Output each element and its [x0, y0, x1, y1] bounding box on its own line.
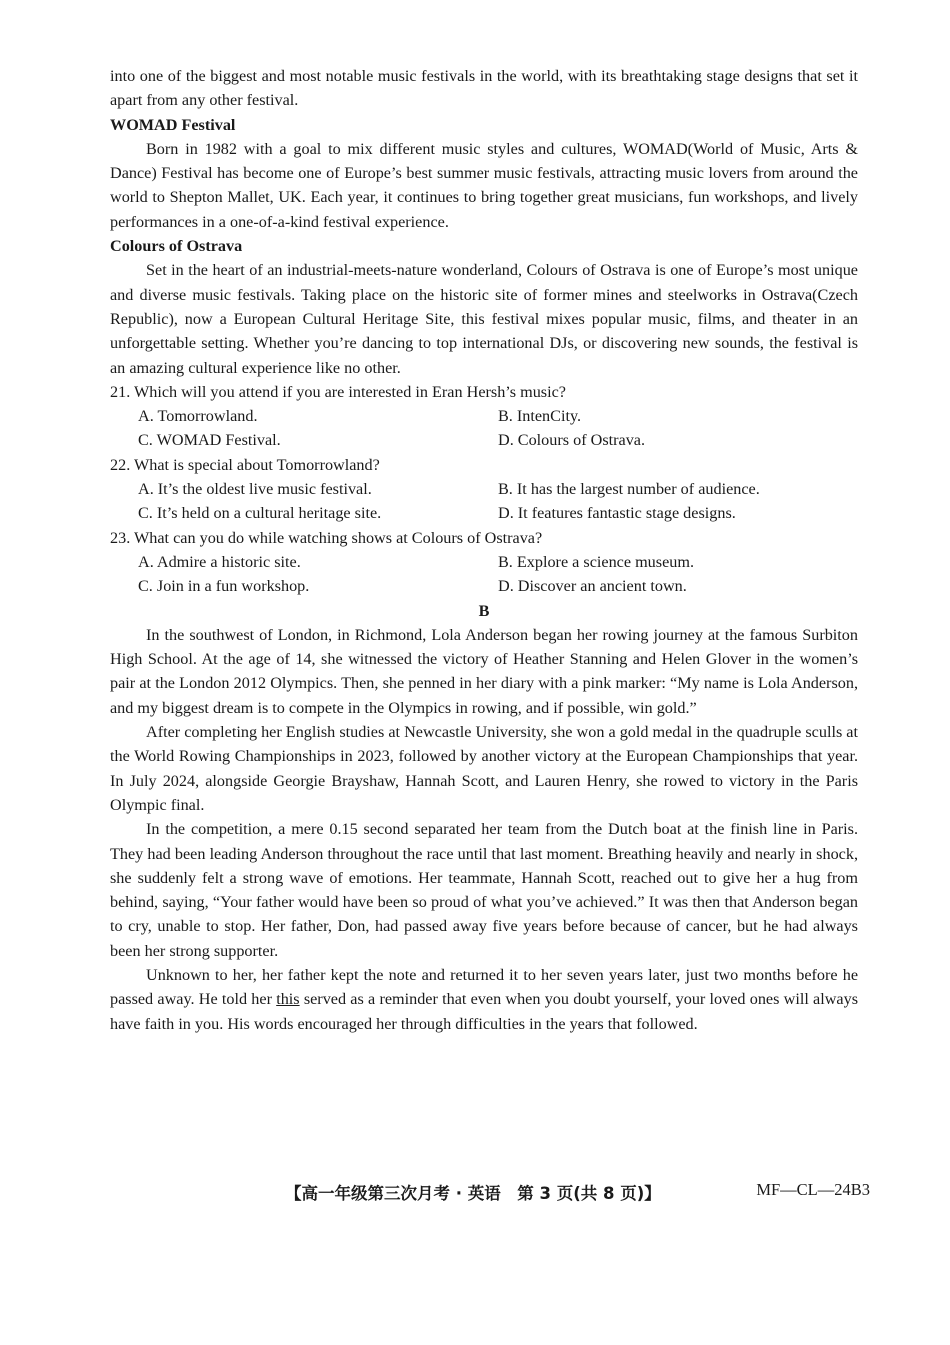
question-21-option-a: A. Tomorrowland. — [138, 407, 258, 426]
question-22-options — [110, 477, 858, 526]
passage-b-paragraph-2: After completing her English studies at Newcastle University, she won a gold medal in the quadruple sculls at the World Rowing Championships in 2023, followed by another victory at the European Championships that year. In July 2024, alongside Georgie Brayshaw, Hannah Scott, and Lauren Henry, she rowed to victory in the Paris Olympic final. — [110, 723, 858, 814]
underlined-word-this: this — [276, 990, 300, 1009]
page-content — [110, 64, 858, 1036]
question-23-options — [110, 550, 858, 599]
ostrava-heading: Colours of Ostrava — [110, 237, 243, 256]
section-b-label: B — [478, 601, 490, 620]
question-21-stem: 21. Which will you attend if you are interested in Eran Hersh’s music? — [110, 382, 566, 401]
question-23-option-b: B. Explore a science museum. — [498, 552, 694, 571]
question-21-option-d: D. Colours of Ostrava. — [498, 431, 646, 450]
question-21-options — [110, 404, 858, 453]
womad-paragraph: Born in 1982 with a goal to mix different music styles and cultures, WOMAD(World of Music, Arts & Dance) Festival has become one of Europe’s best summer music festivals, attracting music lovers from around the world to Shepton Mallet, UK. Each year, it continues to bring together great musicians, fun workshops, and lively performances in a one-of-a-kind festival experience. — [110, 139, 858, 231]
question-23-option-d: D. Discover an ancient town. — [498, 577, 687, 596]
paragraph-4-text-start: Unknown to her, her father kept the note and returned it to her seven years later, just two months before he passed away. He told her — [110, 965, 858, 1009]
question-22-option-a: A. It’s the oldest live music festival. — [138, 480, 372, 499]
ostrava-paragraph: Set in the heart of an industrial-meets-nature wonderland, Colours of Ostrava is one of Europe’s most unique and diverse music festivals. Taking place on the historic site of former mines and steelworks in Ostrava(Czech Republic), now a European Cultural Heritage Site, this festival mixes popular music, films, and theater in an unforgettable setting. Whether you’re dancing to top international DJs, or discovering new sounds, the festival is an amazing cultural experience like no other. — [110, 261, 858, 377]
question-22-option-d: D. It features fantastic stage designs. — [498, 504, 736, 523]
question-23-stem: 23. What can you do while watching shows at Colours of Ostrava? — [110, 528, 543, 547]
question-22-stem: 22. What is special about Tomorrowland? — [110, 455, 380, 474]
question-21-option-b: B. IntenCity. — [498, 407, 582, 426]
womad-heading: WOMAD Festival — [110, 115, 236, 134]
question-22-option-c: C. It’s held on a cultural heritage site. — [138, 504, 382, 523]
question-23-option-c: C. Join in a fun workshop. — [138, 577, 310, 596]
question-22-option-b: B. It has the largest number of audience. — [498, 480, 760, 499]
question-21-option-c: C. WOMAD Festival. — [138, 431, 281, 450]
question-23-option-a: A. Admire a historic site. — [138, 552, 301, 571]
page-footer — [285, 1180, 870, 1204]
paragraph-4-text-end: served as a reminder that even when you doubt yourself, your loved ones will always have faith in you. His words encouraged her through difficulties in the years that followed. — [110, 990, 859, 1033]
passage-b-paragraph-3: In the competition, a mere 0.15 second separated her team from the Dutch boat at the finish line in Paris. They had been leading Anderson throughout the race until that last moment. Breathing heavily and nearly in shock, she suddenly felt a strong wave of emotions. Her teammate, Hannah Scott, reached out to give her a hug from behind, saying, “Your father would have been so proud of what you’ve achieved.” It was then that Anderson began to cry, unable to stop. Her father, Don, had passed away five years before because of cancer, but he had always been her strong supporter. — [110, 820, 858, 960]
intro-tail-paragraph: into one of the biggest and most notable music festivals in the world, with its breathtaking stage designs that set it apart from any other festival. — [110, 67, 858, 110]
passage-b-paragraph-4 — [110, 963, 858, 1036]
footer-code: MF—CL—24B3 — [756, 1180, 870, 1199]
footer-title: 【高一年级第三次月考 · 英语 第 3 页(共 8 页)】 — [285, 1184, 661, 1203]
passage-b-paragraph-1: In the southwest of London, in Richmond, Lola Anderson began her rowing journey at the famous Surbiton High School. At the age of 14, she witnessed the victory of Heather Stanning and Helen Glover in the women’s pair at the London 2012 Olympics. Then, she penned in her diary with a pink marker: “My name is Lola Anderson, and my biggest dream is to compete in the Olympics in rowing, and if possible, win gold.” — [110, 625, 858, 717]
